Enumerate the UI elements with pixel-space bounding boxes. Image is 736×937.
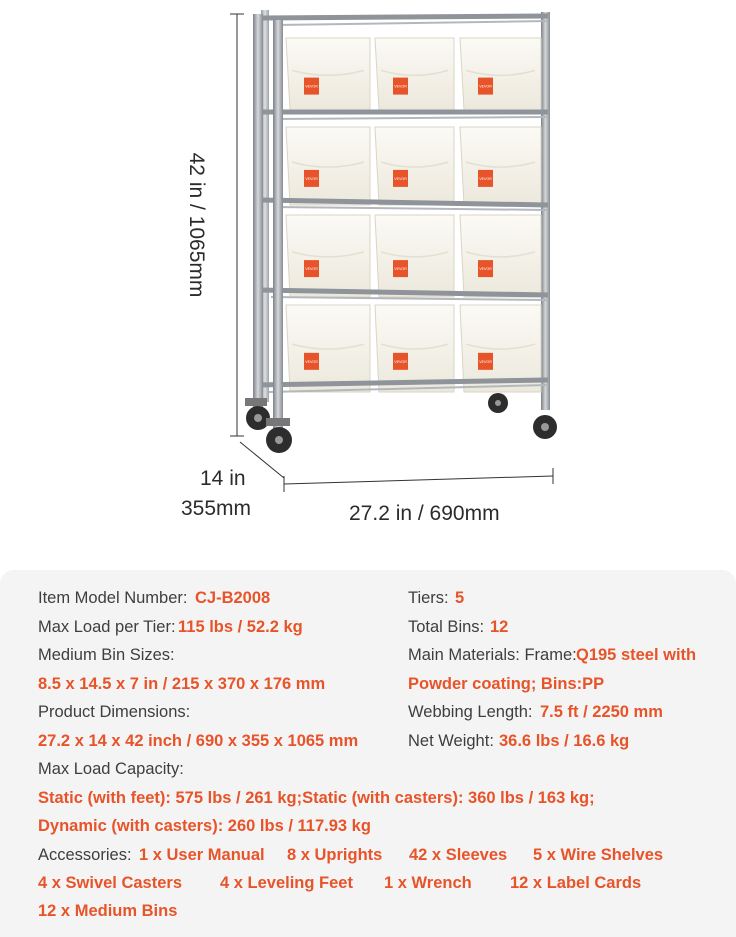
storage-bin [286, 38, 370, 110]
vevor-logo-text: VEVOR [394, 176, 407, 181]
storage-bin [286, 215, 370, 297]
max-load-tier-value: 115 lbs / 52.2 kg [178, 618, 303, 636]
model-number-value: CJ-B2008 [195, 589, 271, 607]
vevor-logo-text: VEVOR [479, 267, 492, 272]
accessory-item: 1 x User Manual [139, 846, 265, 864]
accessory-item: 4 x Leveling Feet [220, 874, 353, 892]
webbing-length-label: Webbing Length: [408, 703, 533, 721]
caster-front-right [266, 418, 292, 453]
caster-back-right [533, 415, 557, 439]
specifications-panel [0, 570, 736, 937]
storage-bin [375, 127, 454, 205]
bin-sizes-label: Medium Bin Sizes: [38, 646, 175, 664]
bin-sizes-value: 8.5 x 14.5 x 7 in / 215 x 370 x 176 mm [38, 675, 326, 693]
materials-value-line1: Q195 steel with [576, 646, 697, 664]
tiers-label: Tiers: [408, 589, 449, 607]
wire-shelf [263, 16, 548, 25]
materials-value-line2: Powder coating; Bins:PP [408, 675, 605, 693]
vevor-logo-text: VEVOR [479, 359, 492, 364]
casters [245, 393, 557, 453]
max-load-capacity-value-line2: Dynamic (with casters): 260 lbs / 117.93 kg [38, 817, 371, 835]
vevor-logo-text: VEVOR [394, 359, 407, 364]
product-dimensions-label: Product Dimensions: [38, 703, 191, 721]
product-dimensions-value: 27.2 x 14 x 42 inch / 690 x 355 x 1065 mm [38, 732, 359, 750]
storage-bin [375, 38, 454, 110]
max-load-tier-label: Max Load per Tier: [38, 618, 176, 636]
accessory-item: 12 x Medium Bins [38, 902, 178, 920]
vevor-logo-text: VEVOR [305, 176, 318, 181]
accessory-item: 12 x Label Cards [510, 874, 642, 892]
vevor-logo-text: VEVOR [305, 84, 318, 89]
accessories-label: Accessories: [38, 846, 132, 864]
max-load-capacity-label: Max Load Capacity: [38, 760, 184, 778]
height-dimension-label: 42 in / 1065mm [185, 152, 208, 298]
depth-mm-label: 355mm [181, 497, 252, 520]
accessory-item: 1 x Wrench [384, 874, 472, 892]
total-bins-value: 12 [490, 618, 509, 636]
net-weight-label: Net Weight: [408, 732, 494, 750]
storage-bin [460, 127, 541, 205]
tiers-value: 5 [455, 589, 465, 607]
storage-bin [460, 215, 541, 297]
wire-shelf [263, 112, 548, 119]
vevor-logo-text: VEVOR [394, 84, 407, 89]
accessory-item: 5 x Wire Shelves [533, 846, 664, 864]
storage-bin [375, 305, 454, 392]
accessory-item: 8 x Uprights [287, 846, 383, 864]
caster-back-left [488, 393, 508, 413]
storage-bin [286, 305, 370, 392]
vevor-logo-text: VEVOR [305, 267, 318, 272]
max-load-capacity-value-line1: Static (with feet): 575 lbs / 261 kg;Static (with casters): 360 lbs / 163 kg; [38, 789, 595, 807]
vevor-logo-text: VEVOR [479, 84, 492, 89]
vevor-logo-text: VEVOR [479, 176, 492, 181]
storage-bin [375, 215, 454, 297]
storage-bins [286, 38, 541, 392]
total-bins-label: Total Bins: [408, 618, 485, 636]
storage-bin [286, 127, 370, 205]
width-dimension-label: 27.2 in / 690mm [349, 502, 500, 525]
webbing-length-value: 7.5 ft / 2250 mm [540, 703, 663, 721]
vevor-logo-text: VEVOR [394, 267, 407, 272]
depth-inch-label: 14 in [200, 467, 246, 490]
materials-label: Main Materials: Frame: [408, 646, 577, 664]
accessory-item: 42 x Sleeves [409, 846, 508, 864]
vevor-logo-text: VEVOR [305, 359, 318, 364]
accessory-item: 4 x Swivel Casters [38, 874, 183, 892]
storage-bin [460, 38, 541, 110]
net-weight-value: 36.6 lbs / 16.6 kg [499, 732, 630, 750]
model-number-label: Item Model Number: [38, 589, 188, 607]
